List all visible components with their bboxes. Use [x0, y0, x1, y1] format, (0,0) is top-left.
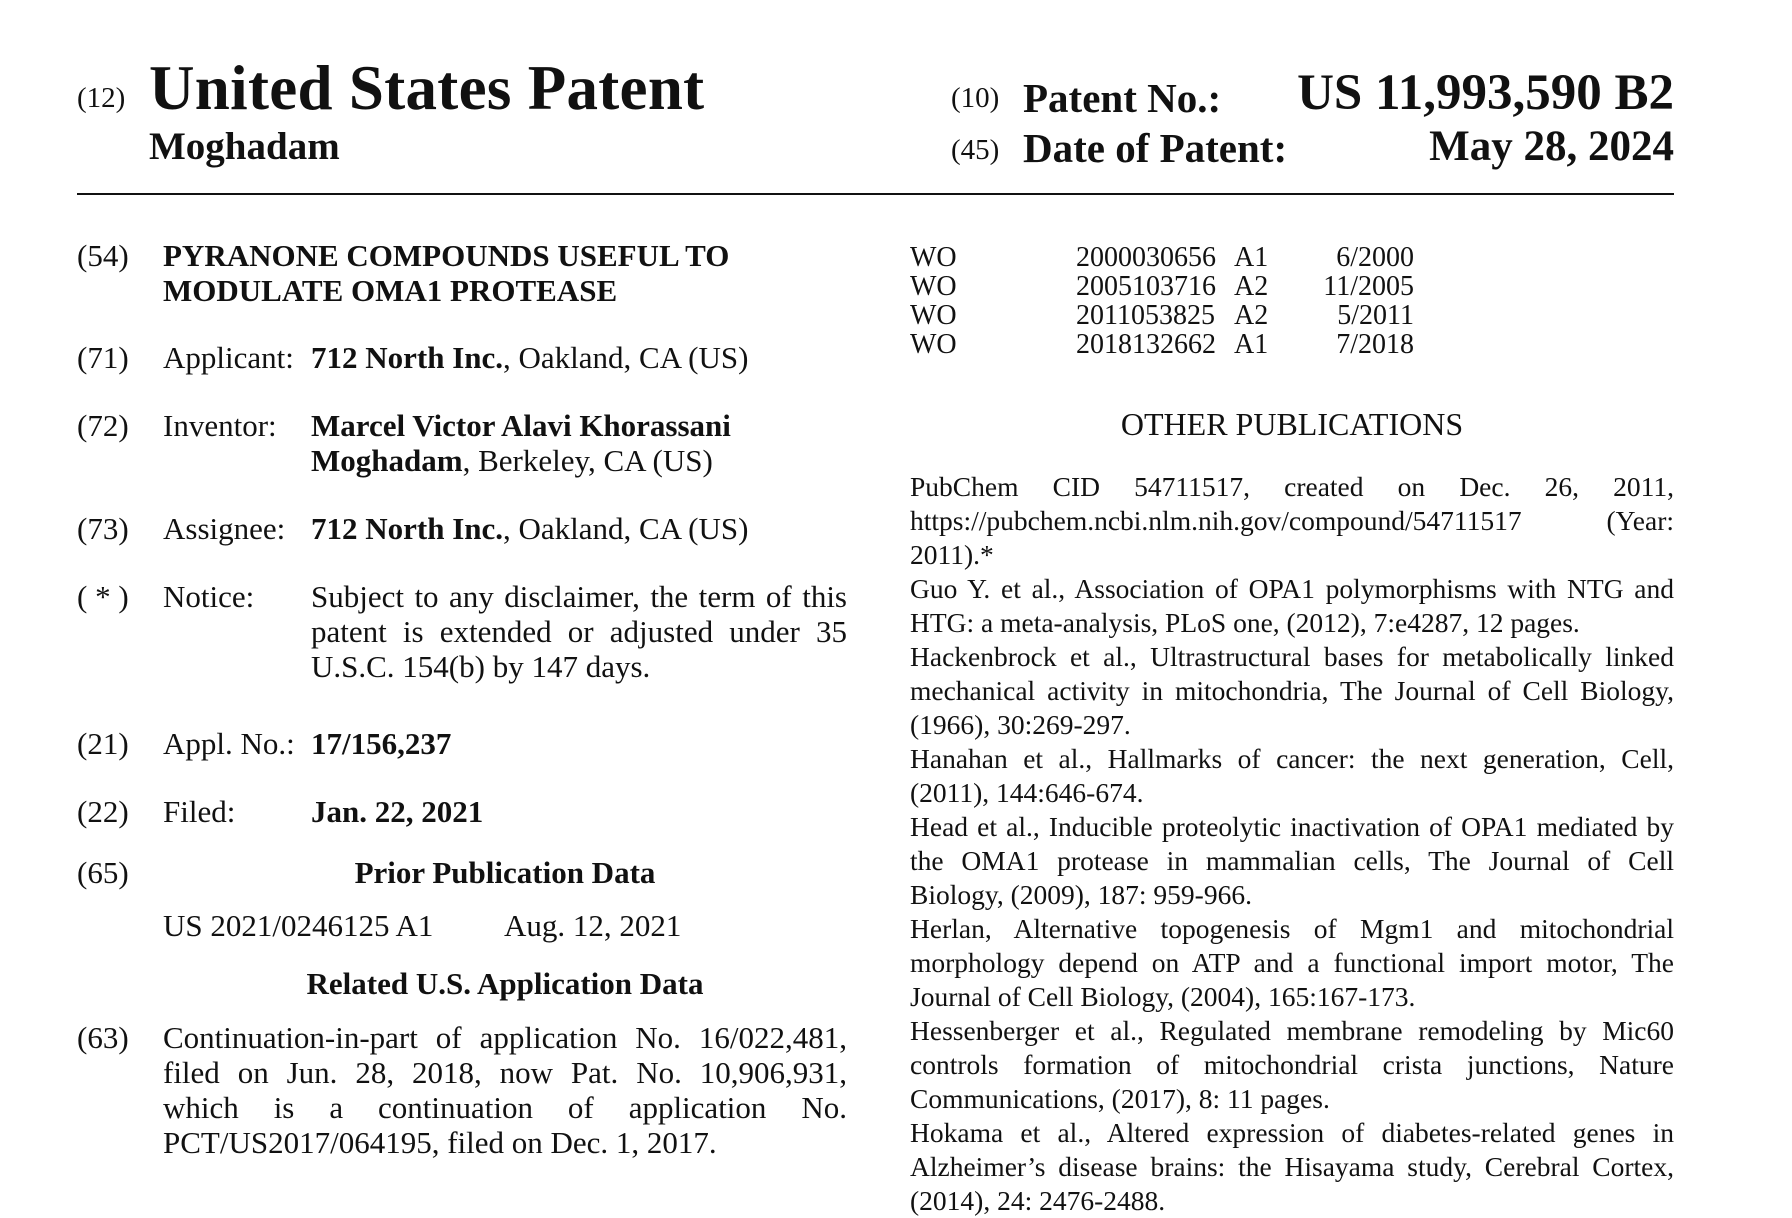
prior-publication-heading: Prior Publication Data: [354, 855, 656, 890]
field-appl-no-value: 17/156,237: [311, 726, 452, 761]
foreign-doc-date: 6/2000: [1336, 242, 1414, 273]
related-application-text: Continuation-in-part of application No. 16/022,481, filed on Jun. 28, 2018, now Pat. No. 10,906,931, which is a continuation of application No. PCT/US2017/064195, filed on Dec. 1, 2017.: [163, 1020, 847, 1160]
related-application-heading: Related U.S. Application Data: [306, 966, 704, 1001]
patent-date-value: May 28, 2024: [1429, 123, 1674, 170]
field-applicant-code: (71): [77, 340, 129, 375]
foreign-doc-kind: A2: [1234, 271, 1269, 302]
field-inventor-value: [311, 408, 847, 478]
foreign-doc-country: WO: [910, 271, 957, 302]
patent-date-code: (45): [951, 134, 1000, 166]
invention-title: [163, 238, 863, 308]
foreign-doc-country: WO: [910, 300, 957, 331]
patent-date-label: Date of Patent:: [1023, 125, 1288, 171]
foreign-doc-date: 11/2005: [1323, 271, 1414, 302]
field-notice-label: Notice:: [163, 579, 255, 614]
field-assignee-value: [311, 511, 847, 546]
foreign-doc-country: WO: [910, 242, 957, 273]
publication-citation: Hessenberger et al., Regulated membrane remodeling by Mic60 controls formation of mitochondrial crista junctions, Nature Communications, (2017), 8: 11 pages.: [910, 1015, 1674, 1114]
assignee-name: 712 North Inc.: [311, 511, 504, 546]
prior-publication-number: US 2021/0246125 A1: [163, 908, 434, 943]
publication-citation: Herlan, Alternative topogenesis of Mgm1 and mitochondrial morphology depend on ATP and a functional import motor, The Journal of Cell Biology, (2004), 165:167-173.: [910, 913, 1674, 1012]
publication-citation: Guo Y. et al., Association of OPA1 polymorphisms with NTG and HTG: a meta-analysis, PLoS one, (2012), 7:e4287, 12 pages.: [910, 573, 1674, 638]
field-assignee-code: (73): [77, 511, 129, 546]
field-related-code: (63): [77, 1020, 129, 1055]
field-appl-no-code: (21): [77, 726, 129, 761]
patent-number-value: US 11,993,590 B2: [1297, 65, 1674, 121]
foreign-doc-date: 5/2011: [1337, 300, 1414, 331]
publication-citation: Hokama et al., Altered expression of diabetes-related genes in Alzheimer’s disease brains: the Hisayama study, Cerebral Cortex, (2014), 24: 2476-2488.: [910, 1117, 1674, 1216]
applicant-name: 712 North Inc.: [311, 340, 504, 375]
invention-title-line1: PYRANONE COMPOUNDS USEFUL TO: [163, 238, 730, 273]
inventor-location: , Berkeley, CA (US): [462, 443, 713, 478]
publication-citation: Hanahan et al., Hallmarks of cancer: the next generation, Cell, (2011), 144:646-674.: [910, 743, 1674, 808]
field-filed-label: Filed:: [163, 794, 236, 829]
field-filed-code: (22): [77, 794, 129, 829]
field-inventor-code: (72): [77, 408, 129, 443]
other-publications-list: [910, 470, 1674, 1218]
assignee-location: , Oakland, CA (US): [503, 511, 749, 546]
publication-citation: PubChem CID 54711517, created on Dec. 26, 2011, https://pubchem.ncbi.nlm.nih.gov/compound/54711517 (Year: 2011).*: [910, 471, 1674, 570]
field-notice-text: Subject to any disclaimer, the term of this patent is extended or adjusted under 35 U.S.C. 154(b) by 147 days.: [311, 579, 847, 684]
applicant-location: , Oakland, CA (US): [503, 340, 749, 375]
patent-number-label: Patent No.:: [1023, 75, 1222, 121]
document-type-code: (12): [77, 82, 126, 114]
inventor-name-line1: Marcel Victor Alavi Khorassani: [311, 408, 731, 443]
header-divider: [77, 193, 1674, 195]
patent-number-code: (10): [951, 82, 1000, 114]
field-appl-no-label: Appl. No.:: [163, 726, 295, 761]
inventor-surname: Moghadam: [149, 125, 340, 168]
field-applicant-value: [311, 340, 847, 375]
field-filed-value: Jan. 22, 2021: [311, 794, 484, 829]
other-publications-heading: OTHER PUBLICATIONS: [1120, 406, 1464, 442]
foreign-doc-kind: A1: [1234, 329, 1269, 360]
foreign-doc-date: 7/2018: [1336, 329, 1414, 360]
field-title-code: (54): [77, 238, 129, 273]
field-inventor-label: Inventor:: [163, 408, 277, 443]
inventor-name-line2: Moghadam: [311, 443, 463, 478]
document-title: United States Patent: [149, 53, 705, 123]
field-assignee-label: Assignee:: [163, 511, 286, 546]
foreign-doc-kind: A2: [1234, 300, 1269, 331]
foreign-doc-number: 2011053825: [1076, 300, 1215, 331]
prior-publication-date: Aug. 12, 2021: [504, 908, 682, 943]
publication-citation: Head et al., Inducible proteolytic inactivation of OPA1 mediated by the OMA1 protease in mammalian cells, The Journal of Cell Biology, (2009), 187: 959-966.: [910, 811, 1674, 910]
foreign-doc-country: WO: [910, 329, 957, 360]
foreign-doc-number: 2018132662: [1076, 329, 1216, 360]
foreign-doc-kind: A1: [1234, 242, 1269, 273]
field-applicant-label: Applicant:: [163, 340, 294, 375]
foreign-doc-number: 2000030656: [1076, 242, 1216, 273]
field-notice-code: ( * ): [77, 579, 129, 614]
invention-title-line2: MODULATE OMA1 PROTEASE: [163, 273, 618, 308]
field-prior-pub-code: (65): [77, 855, 129, 890]
foreign-doc-number: 2005103716: [1076, 271, 1216, 302]
publication-citation: Hackenbrock et al., Ultrastructural bases for metabolically linked mechanical activity in mitochondria, The Journal of Cell Biology, (1966), 30:269-297.: [910, 641, 1674, 740]
